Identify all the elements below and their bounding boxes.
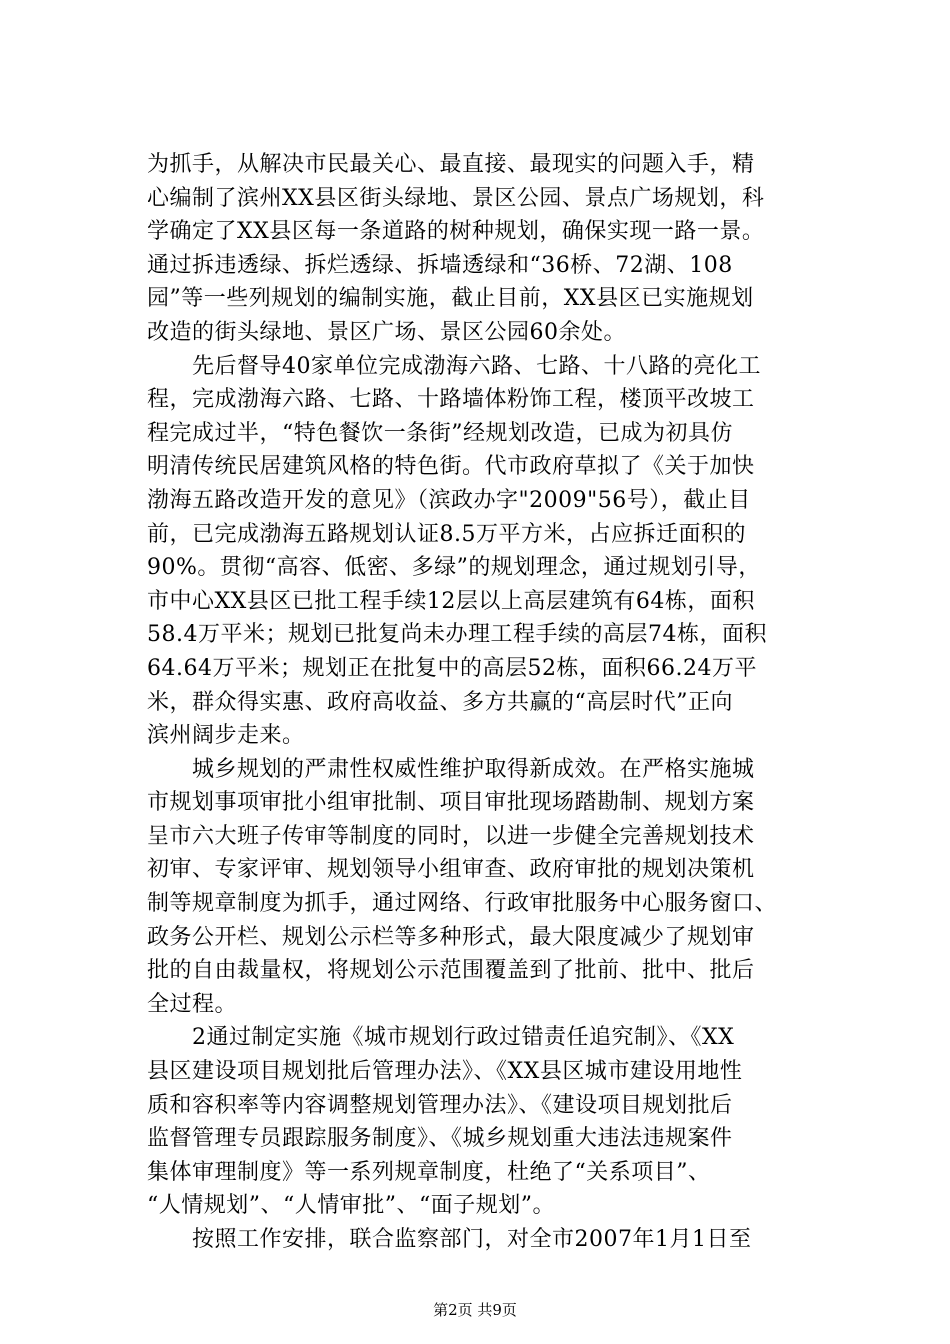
text-line: 园”等一些列规划的编制实施，截止目前，XX县区已实施规划: [147, 286, 754, 312]
page-number-label: 第2页 共9页: [433, 1301, 517, 1319]
text-line: 批的自由裁量权，将规划公示范围覆盖到了批前、批中、批后: [147, 958, 755, 984]
text-line: 90%。贯彻“高容、低密、多绿”的规划理念，通过规划引导，: [147, 555, 761, 581]
text-line: 58.4万平米；规划已批复尚未办理工程手续的高层74栋，面积: [147, 622, 767, 648]
text-line: 心编制了滨州XX县区街头绿地、景区公园、景点广场规划，科: [147, 185, 765, 211]
text-line: 先后督导40家单位完成渤海六路、七路、十八路的亮化工: [147, 353, 761, 379]
text-line: 2通过制定实施《城市规划行政过错责任追究制》、《XX: [147, 1025, 735, 1051]
text-line: 政务公开栏、规划公示栏等多种形式，最大限度减少了规划审: [147, 924, 755, 950]
text-line: 渤海五路改造开发的意见》（滨政办字"2009"56号），截止目: [147, 487, 751, 513]
document-body: [147, 148, 837, 1257]
text-line: 按照工作安排，联合监察部门，对全市2007年1月1日至: [147, 1227, 752, 1252]
text-line: 制等规章制度为抓手，通过网络、行政审批服务中心服务窗口、: [147, 891, 778, 917]
text-line: 程，完成渤海六路、七路、十路墙体粉饰工程，楼顶平改坡工: [147, 387, 755, 413]
text-line: 程完成过半，“特色餐饮一条街”经规划改造，已成为初具仿: [147, 420, 733, 446]
text-line: 市规划事项审批小组审批制、项目审批现场踏勘制、规划方案: [147, 790, 755, 816]
text-line: 城乡规划的严肃性权威性维护取得新成效。在严格实施城: [147, 756, 755, 782]
text-line: 米，群众得实惠、政府高收益、多方共赢的“高层时代”正向: [147, 689, 733, 715]
page-footer: [0, 1300, 950, 1320]
text-line: 市中心XX县区已批工程手续12层以上高层建筑有64栋，面积: [147, 588, 755, 614]
text-line: 县区建设项目规划批后管理办法》、《XX县区城市建设用地性: [147, 1059, 743, 1085]
text-line: 初审、专家评审、规划领导小组审查、政府审批的规划决策机: [147, 857, 755, 883]
text-line: 监督管理专员跟踪服务制度》、《城乡规划重大违法违规案件: [147, 1126, 733, 1152]
text-line: 改造的街头绿地、景区广场、景区公园60余处。: [147, 319, 626, 345]
text-line: 前，已完成渤海五路规划认证8.5万平方米，占应拆迁面积的: [147, 521, 746, 547]
text-line: 全过程。: [147, 991, 238, 1017]
text-line: 滨州阔步走来。: [147, 723, 305, 749]
text-line: 质和容积率等内容调整规划管理办法》、《建设项目规划批后: [147, 1092, 733, 1118]
text-line: 明清传统民居建筑风格的特色街。代市政府草拟了《关于加快: [147, 454, 755, 480]
text-line: 呈市六大班子传审等制度的同时，以进一步健全完善规划技术: [147, 823, 755, 849]
text-line: 64.64万平米；规划正在批复中的高层52栋，面积66.24万平: [147, 655, 757, 681]
text-line: 为抓手，从解决市民最关心、最直接、最现实的问题入手，精: [147, 152, 755, 177]
text-line: 学确定了XX县区每一条道路的树种规划，确保实现一路一景。: [147, 219, 765, 245]
text-line: “人情规划”、“人情审批”、“面子规划”。: [147, 1193, 555, 1219]
text-line: 通过拆违透绿、拆烂透绿、拆墙透绿和“36桥、72湖、108: [147, 252, 733, 278]
text-line: 集体审理制度》等一系列规章制度，杜绝了“关系项目”、: [147, 1159, 711, 1185]
